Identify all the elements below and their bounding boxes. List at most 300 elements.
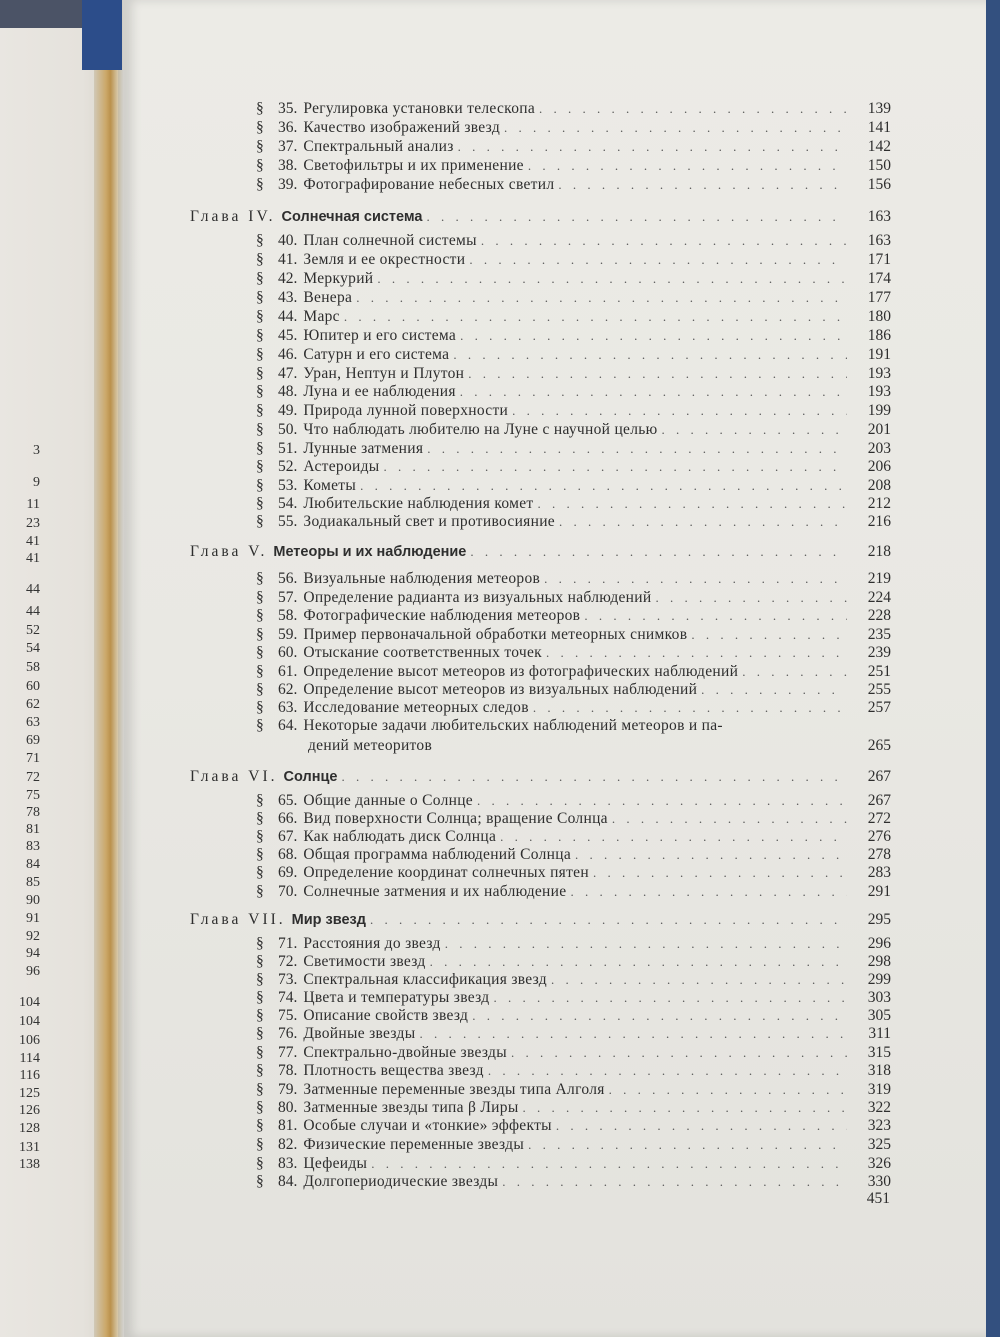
section-symbol: § — [256, 119, 264, 136]
section-symbol: § — [256, 251, 264, 268]
toc-section-entry — [256, 495, 891, 513]
toc-section-entry — [256, 1025, 891, 1043]
dot-leader — [419, 1025, 847, 1043]
section-number: 48. — [278, 383, 298, 400]
toc-chapter-heading — [190, 543, 891, 561]
chapter-title: Метеоры и их наблюдение — [273, 544, 467, 560]
dot-leader — [493, 989, 847, 1007]
left-page-number: 60 — [26, 679, 40, 694]
dot-leader — [511, 1044, 847, 1062]
toc-page-number: 228 — [867, 607, 891, 624]
left-page-number: 69 — [26, 733, 40, 748]
toc-page-number: 235 — [867, 626, 891, 643]
toc-section-entry — [256, 971, 891, 989]
section-symbol: § — [256, 346, 264, 363]
dot-leader — [544, 570, 847, 588]
section-number: 37. — [278, 138, 298, 155]
section-symbol: § — [256, 100, 264, 117]
section-symbol: § — [256, 810, 264, 827]
left-page-number: 11 — [26, 497, 40, 512]
toc-page-number: 177 — [867, 289, 891, 306]
toc-page-number: 311 — [868, 1025, 891, 1042]
dot-leader — [344, 308, 847, 326]
toc-section-entry — [256, 440, 891, 458]
section-number: 56. — [278, 570, 298, 587]
section-symbol: § — [256, 1044, 264, 1061]
chapter-label: Глава VII. — [190, 911, 286, 928]
toc-entry-continuation: дений метеоритов — [308, 737, 433, 754]
dot-leader — [460, 383, 847, 401]
section-title: Луна и ее наблюдения — [303, 383, 456, 400]
section-number: 65. — [278, 792, 298, 809]
section-symbol: § — [256, 402, 264, 419]
section-title: Астероиды — [303, 458, 380, 475]
section-symbol: § — [256, 663, 264, 680]
left-page-number: 62 — [26, 697, 40, 712]
toc-section-entry — [256, 157, 891, 175]
book-spine — [94, 0, 124, 1337]
dot-leader — [445, 935, 847, 953]
section-number: 73. — [278, 971, 298, 988]
left-page-number: 44 — [26, 582, 40, 597]
dot-leader — [701, 681, 847, 699]
dot-leader — [470, 543, 847, 561]
dot-leader — [593, 864, 847, 882]
chapter-label: Глава IV. — [190, 208, 276, 225]
section-title: Юпитер и его система — [303, 327, 457, 344]
dot-leader — [742, 663, 847, 681]
toc-page-number: 265 — [867, 737, 891, 754]
section-symbol: § — [256, 607, 264, 624]
toc-page-number: 326 — [867, 1155, 891, 1172]
section-title: Определение радианта из визуальных наблюдений — [303, 589, 652, 606]
toc-page-number: 163 — [867, 208, 891, 225]
section-title: Особые случаи и «тонкие» эффекты — [303, 1117, 552, 1134]
section-number: 74. — [278, 989, 298, 1006]
dot-leader — [500, 828, 847, 846]
toc-section-entry — [256, 883, 891, 901]
section-symbol: § — [256, 365, 264, 382]
section-number: 80. — [278, 1099, 298, 1116]
section-title: План солнечной системы — [303, 232, 477, 249]
section-number: 66. — [278, 810, 298, 827]
toc-section-entry — [256, 513, 891, 531]
toc-section-entry — [256, 100, 891, 118]
section-number: 71. — [278, 935, 298, 952]
section-number: 41. — [278, 251, 298, 268]
section-symbol: § — [256, 589, 264, 606]
toc-section-entry — [256, 477, 891, 495]
section-symbol: § — [256, 570, 264, 587]
toc-section-entry — [256, 1155, 891, 1173]
chapter-title: Солнце — [283, 769, 338, 785]
left-page-number: 114 — [19, 1051, 40, 1066]
section-symbol: § — [256, 828, 264, 845]
section-title: Марс — [303, 308, 340, 325]
section-title: Определение координат солнечных пятен — [303, 864, 589, 881]
section-symbol: § — [256, 308, 264, 325]
toc-section-entry — [256, 270, 891, 288]
toc-section-entry — [256, 589, 891, 607]
toc-section-entry — [256, 176, 891, 194]
section-symbol: § — [256, 176, 264, 193]
dot-leader — [504, 119, 847, 137]
section-title: Солнечные затмения и их наблюдение — [303, 883, 567, 900]
left-page-number: 96 — [26, 964, 40, 979]
chapter-label: Глава V. — [190, 543, 268, 560]
left-page-number: 138 — [19, 1157, 40, 1172]
section-number: 35. — [278, 100, 298, 117]
page-number: 451 — [866, 1190, 890, 1207]
section-number: 72. — [278, 953, 298, 970]
dot-leader — [584, 607, 847, 625]
dot-leader — [691, 626, 847, 644]
toc-section-entry — [256, 792, 891, 810]
section-number: 60. — [278, 644, 298, 661]
section-title: Земля и ее окрестности — [303, 251, 466, 268]
dot-leader — [523, 1099, 847, 1117]
section-symbol: § — [256, 864, 264, 881]
left-page-number: 128 — [19, 1121, 40, 1136]
section-title: Вид поверхности Солнца; вращение Солнца — [303, 810, 608, 827]
section-symbol: § — [256, 699, 264, 716]
left-page-number: 85 — [26, 875, 40, 890]
section-title: Общие данные о Солнце — [303, 792, 473, 809]
toc-page-number: 299 — [867, 971, 891, 988]
toc-section-entry — [256, 402, 891, 420]
section-symbol: § — [256, 1025, 264, 1042]
section-number: 54. — [278, 495, 298, 512]
dot-leader — [371, 1155, 847, 1173]
toc-page-number: 180 — [867, 308, 891, 325]
dot-leader — [539, 100, 847, 118]
section-title: Расстояния до звезд — [303, 935, 441, 952]
section-title: Пример первоначальной обработки метеорных снимков — [303, 626, 688, 643]
toc-section-entry — [256, 699, 891, 717]
chapter-label: Глава VI. — [190, 768, 278, 785]
toc-page-number: 193 — [867, 383, 891, 400]
toc-page-number: 296 — [867, 935, 891, 952]
section-number: 59. — [278, 626, 298, 643]
left-page-number: 131 — [19, 1140, 40, 1155]
section-title: Любительские наблюдения комет — [303, 495, 534, 512]
toc-section-entry — [256, 846, 891, 864]
section-symbol: § — [256, 883, 264, 900]
section-title: Некоторые задачи любительских наблюдений метеоров и па- — [303, 717, 723, 734]
toc-page-number: 203 — [867, 440, 891, 457]
section-number: 53. — [278, 477, 298, 494]
section-symbol: § — [256, 792, 264, 809]
toc-page-number: 278 — [867, 846, 891, 863]
section-title: Спектральная классификация звезд — [303, 971, 547, 988]
section-symbol: § — [256, 477, 264, 494]
section-symbol: § — [256, 421, 264, 438]
toc-page-number: 142 — [867, 138, 891, 155]
toc-section-entry — [256, 1099, 891, 1117]
section-symbol: § — [256, 1062, 264, 1079]
left-page-number: 23 — [26, 516, 40, 531]
section-number: 62. — [278, 681, 298, 698]
toc-page-number: 323 — [867, 1117, 891, 1134]
toc-chapter-heading — [190, 208, 891, 226]
toc-page-number: 251 — [867, 663, 891, 680]
section-symbol: § — [256, 1007, 264, 1024]
toc-section-entry — [256, 346, 891, 364]
section-title: Зодиакальный свет и противосияние — [303, 513, 555, 530]
section-number: 63. — [278, 699, 298, 716]
toc-page-number: 303 — [867, 989, 891, 1006]
toc-section-entry — [256, 1136, 891, 1154]
dot-leader — [477, 792, 847, 810]
toc-page-number: 191 — [867, 346, 891, 363]
dot-leader — [655, 589, 847, 607]
left-page-number: 90 — [26, 893, 40, 908]
toc-page-number: 193 — [867, 365, 891, 382]
chapter-title: Солнечная система — [281, 209, 423, 225]
left-page-number: 126 — [19, 1103, 40, 1118]
section-symbol: § — [256, 327, 264, 344]
toc-page-number: 156 — [867, 176, 891, 193]
section-symbol: § — [256, 270, 264, 287]
toc-page-number: 218 — [867, 543, 891, 560]
section-title: Регулировка установки телескопа — [303, 100, 536, 117]
dot-leader — [575, 846, 847, 864]
section-symbol: § — [256, 1155, 264, 1172]
left-page-number: 54 — [26, 641, 40, 656]
toc-page-number: 276 — [867, 828, 891, 845]
dot-leader — [570, 883, 847, 901]
toc-page-number: 208 — [867, 477, 891, 494]
section-number: 75. — [278, 1007, 298, 1024]
toc-page-number: 224 — [867, 589, 891, 606]
toc-page-number: 283 — [867, 864, 891, 881]
toc-section-entry — [256, 989, 891, 1007]
section-symbol: § — [256, 953, 264, 970]
toc-page-number: 139 — [867, 100, 891, 117]
dot-leader — [468, 365, 847, 383]
toc-page-number: 150 — [867, 157, 891, 174]
section-symbol: § — [256, 157, 264, 174]
toc-page-number: 255 — [867, 681, 891, 698]
section-title: Долгопериодические звезды — [303, 1173, 499, 1190]
toc-page-number: 239 — [867, 644, 891, 661]
section-number: 84. — [278, 1173, 298, 1190]
toc-page-number: 325 — [867, 1136, 891, 1153]
section-symbol: § — [256, 383, 264, 400]
toc-page-number: 206 — [867, 458, 891, 475]
toc-page-number: 201 — [867, 421, 891, 438]
toc-section-entry — [256, 864, 891, 882]
left-page-number: 92 — [26, 929, 40, 944]
section-symbol: § — [256, 138, 264, 155]
dot-leader — [427, 208, 847, 226]
left-page-number: 71 — [26, 751, 40, 766]
toc-page-number: 322 — [867, 1099, 891, 1116]
dot-leader — [551, 971, 847, 989]
section-title: Цвета и температуры звезд — [303, 989, 490, 1006]
toc-page-number: 212 — [867, 495, 891, 512]
dot-leader — [556, 1117, 847, 1135]
toc-section-entry — [256, 953, 891, 971]
dot-leader — [472, 1007, 847, 1025]
left-page-number: 94 — [26, 946, 40, 961]
left-page-number: 52 — [26, 623, 40, 638]
section-number: 69. — [278, 864, 298, 881]
dot-leader — [469, 251, 847, 269]
section-symbol: § — [256, 440, 264, 457]
dot-leader — [662, 421, 847, 439]
toc-section-entry — [256, 663, 891, 681]
left-page-number: 44 — [26, 604, 40, 619]
dot-leader — [533, 699, 847, 717]
section-symbol: § — [256, 1099, 264, 1116]
toc-section-entry — [256, 1173, 891, 1191]
toc-section-entry — [256, 421, 891, 439]
section-number: 67. — [278, 828, 298, 845]
toc-page-number: 318 — [867, 1062, 891, 1079]
dot-leader — [430, 953, 847, 971]
toc-section-entry — [256, 119, 891, 137]
section-number: 39. — [278, 176, 298, 193]
section-title: Двойные звезды — [303, 1025, 416, 1042]
section-number: 42. — [278, 270, 298, 287]
dot-leader — [377, 270, 847, 288]
dot-leader — [502, 1173, 847, 1191]
toc-chapter-heading — [190, 911, 891, 929]
section-number: 82. — [278, 1136, 298, 1153]
toc-section-entry — [256, 570, 891, 588]
left-page-number: 72 — [26, 770, 40, 785]
left-page-number: 63 — [26, 715, 40, 730]
section-number: 38. — [278, 157, 298, 174]
toc-page-number: 295 — [867, 911, 891, 928]
section-title: Фотографические наблюдения метеоров — [303, 607, 581, 624]
toc-page-number: 267 — [867, 792, 891, 809]
toc-page-number: 267 — [867, 768, 891, 785]
toc-section-entry — [256, 383, 891, 401]
dot-leader — [453, 346, 847, 364]
section-number: 77. — [278, 1044, 298, 1061]
section-number: 51. — [278, 440, 298, 457]
dot-leader — [356, 289, 847, 307]
left-page-number: 41 — [26, 551, 40, 566]
toc-page-number: 219 — [867, 570, 891, 587]
toc-section-entry — [256, 458, 891, 476]
section-number: 36. — [278, 119, 298, 136]
section-title: Общая программа наблюдений Солнца — [303, 846, 572, 863]
dot-leader — [528, 157, 847, 175]
dot-leader — [558, 176, 847, 194]
section-title: Сатурн и его система — [303, 346, 450, 363]
toc-section-entry — [256, 626, 891, 644]
left-page-number: 81 — [26, 822, 40, 837]
section-number: 50. — [278, 421, 298, 438]
section-title: Затменные переменные звезды типа Алголя — [303, 1081, 605, 1098]
toc-section-entry — [256, 1007, 891, 1025]
dot-leader — [559, 513, 847, 531]
dot-leader — [609, 1081, 847, 1099]
section-number: 64. — [278, 717, 298, 734]
toc-page-number: 272 — [867, 810, 891, 827]
toc-section-entry — [256, 810, 891, 828]
cover-edge-right — [986, 0, 1000, 1337]
toc-section-entry — [256, 1081, 891, 1099]
left-page-number: 125 — [19, 1086, 40, 1101]
section-number: 52. — [278, 458, 298, 475]
section-number: 79. — [278, 1081, 298, 1098]
toc-section-entry — [256, 828, 891, 846]
section-title: Спектральный анализ — [303, 138, 454, 155]
section-title: Фотографирование небесных светил — [303, 176, 555, 193]
toc-section-entry — [256, 232, 891, 250]
toc-page-number: 257 — [867, 699, 891, 716]
dot-leader — [458, 138, 847, 156]
toc-section-entry — [256, 935, 891, 953]
section-title: Как наблюдать диск Солнца — [303, 828, 497, 845]
dot-leader — [488, 1062, 847, 1080]
toc-section-entry — [256, 681, 891, 699]
toc-page-number: 199 — [867, 402, 891, 419]
section-symbol: § — [256, 513, 264, 530]
section-number: 76. — [278, 1025, 298, 1042]
toc-page-number: 319 — [867, 1081, 891, 1098]
section-number: 61. — [278, 663, 298, 680]
toc-section-entry — [256, 327, 891, 345]
left-page-number: 41 — [26, 534, 40, 549]
dot-leader — [341, 768, 847, 786]
section-symbol: § — [256, 1173, 264, 1190]
left-page-number: 78 — [26, 805, 40, 820]
dot-leader — [384, 458, 847, 476]
left-page-number: 58 — [26, 660, 40, 675]
section-symbol: § — [256, 289, 264, 306]
section-title: Светофильтры и их применение — [303, 157, 524, 174]
section-symbol: § — [256, 971, 264, 988]
toc-page-number: 315 — [867, 1044, 891, 1061]
section-title: Меркурий — [303, 270, 374, 287]
toc-chapter-heading — [190, 768, 891, 786]
left-page-number: 84 — [26, 857, 40, 872]
toc-page-number: 298 — [867, 953, 891, 970]
dot-leader — [512, 402, 847, 420]
toc-section-entry — [256, 607, 891, 625]
section-symbol: § — [256, 717, 264, 734]
section-title: Уран, Нептун и Плутон — [303, 365, 465, 382]
section-symbol: § — [256, 644, 264, 661]
dot-leader — [538, 495, 848, 513]
toc-section-entry — [256, 289, 891, 307]
left-page-number: 104 — [19, 995, 40, 1010]
section-title: Отыскание соответственных точек — [303, 644, 542, 661]
section-title: Описание свойств звезд — [303, 1007, 469, 1024]
toc-page-number: 171 — [867, 251, 891, 268]
cover-edge — [82, 0, 122, 70]
section-title: Что наблюдать любителю на Луне с научной целью — [303, 421, 658, 438]
section-number: 46. — [278, 346, 298, 363]
section-title: Венера — [303, 289, 353, 306]
dot-leader — [481, 232, 847, 250]
section-symbol: § — [256, 1136, 264, 1153]
dot-leader — [427, 440, 847, 458]
toc-section-entry — [256, 1062, 891, 1080]
dot-leader — [360, 477, 847, 495]
toc-section-entry — [256, 138, 891, 156]
section-title: Визуальные наблюдения метеоров — [303, 570, 541, 587]
left-page-number: 116 — [19, 1068, 40, 1083]
section-number: 83. — [278, 1155, 298, 1172]
section-number: 68. — [278, 846, 298, 863]
toc-page-number: 186 — [867, 327, 891, 344]
